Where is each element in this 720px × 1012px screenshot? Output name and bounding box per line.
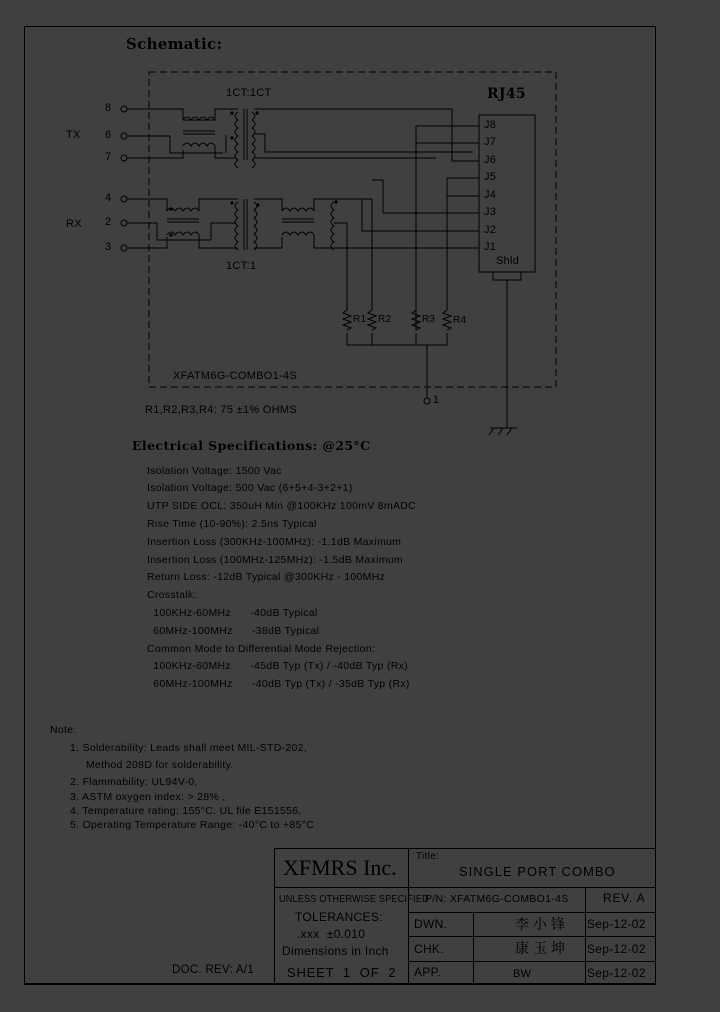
resistor-r3: R3 xyxy=(422,314,436,325)
tx-label: TX xyxy=(66,129,81,141)
spec-line: Isolation Voltage: 1500 Vac xyxy=(147,465,282,477)
role-approved: APP. xyxy=(414,965,441,979)
spec-line: Insertion Loss (300KHz-100MHz): -1.1dB Maximum xyxy=(147,536,402,548)
note-item: 5. Operating Temperature Range: -40°C to +85°C xyxy=(70,819,315,831)
notes-heading: Note: xyxy=(50,724,77,736)
tolerance-value: .xxx ±0.010 xyxy=(297,927,366,941)
resistor-r4: R4 xyxy=(453,315,467,326)
spec-line: Insertion Loss (100MHz-125MHz): -1.5dB Maximum xyxy=(147,554,403,566)
spec-line: 60MHz-100MHz -40dB Typ (Tx) / -35dB Typ (Rx) xyxy=(150,678,410,690)
pin-2: 2 xyxy=(105,216,112,228)
role-checked: CHK. xyxy=(414,942,444,956)
note-item: 3. ASTM oxygen index: > 28% , xyxy=(70,791,226,803)
approved-by-name: BW xyxy=(513,968,532,980)
part-number: P/N: XFATM6G-COMBO1-4S xyxy=(425,893,569,905)
checked-date: Sep-12-02 xyxy=(587,942,646,956)
drawn-date: Sep-12-02 xyxy=(587,917,646,931)
note-item: Method 208D for solderability. xyxy=(73,759,234,771)
node-1-label: 1 xyxy=(433,394,440,406)
rx-label: RX xyxy=(66,218,82,230)
dimensions-unit: Dimensions in Inch xyxy=(282,944,389,958)
pin-8: 8 xyxy=(105,102,112,114)
note-item: 1. Solderability: Leads shall meet MIL-STD-202, xyxy=(70,742,308,754)
role-drawn: DWN. xyxy=(414,917,448,931)
resistor-r2: R2 xyxy=(378,314,392,325)
spec-line: Isolation Voltage: 500 Vac (6+5+4-3+2+1) xyxy=(147,482,353,494)
spec-line: Common Mode to Differential Mode Rejection: xyxy=(147,643,376,655)
note-item: 4. Temperature rating: 155°C. UL file E151556, xyxy=(70,805,302,817)
spec-line: Return Loss: -12dB Typical @300KHz - 100MHz xyxy=(147,571,386,583)
rj45-pin-j5: J5 xyxy=(484,171,497,183)
approved-date: Sep-12-02 xyxy=(587,966,646,980)
doc-revision: DOC. REV: A/1 xyxy=(172,964,255,976)
resistor-note: R1,R2,R3,R4: 75 ±1% OHMS xyxy=(145,404,298,416)
spec-line: Rise Time (10-90%): 2.5ns Typical xyxy=(147,518,317,530)
resistor-r1: R1 xyxy=(353,314,367,325)
pin-4: 4 xyxy=(105,192,112,204)
rj45-title: RJ45 xyxy=(487,86,526,102)
pin-3: 3 xyxy=(105,241,112,253)
drawn-by-name: 李小锋 xyxy=(515,917,569,933)
note-item: 2. Flammability: UL94V-0, xyxy=(70,776,198,788)
spec-line: UTP SIDE OCL: 350uH Min @100KHz 100mV 8mADC xyxy=(147,500,417,512)
rj45-pin-j8: J8 xyxy=(484,119,497,131)
spec-line: 100KHz-60MHz -45dB Typ (Tx) / -40dB Typ (Rx) xyxy=(150,660,408,672)
transformer-ratio-tx: 1CT:1CT xyxy=(226,87,272,99)
company-name: XFMRS Inc. xyxy=(283,855,397,880)
pin-7: 7 xyxy=(105,151,112,163)
revision: REV. A xyxy=(603,891,646,905)
rj45-pin-j4: J4 xyxy=(484,189,497,201)
rj45-pin-j3: J3 xyxy=(484,206,497,218)
title-label: Title: xyxy=(416,851,440,862)
tolerances-label: TOLERANCES: xyxy=(295,910,383,924)
rj45-pin-j2: J2 xyxy=(484,224,497,236)
drawing-title: SINGLE PORT COMBO xyxy=(459,864,616,879)
spec-line: 60MHz-100MHz -38dB Typical xyxy=(150,625,320,637)
spec-line: 100KHz-60MHz -40dB Typical xyxy=(150,607,318,619)
rj45-pin-j6: J6 xyxy=(484,154,497,166)
transformer-ratio-rx: 1CT:1 xyxy=(226,260,257,272)
schematic-heading: Schematic: xyxy=(126,35,223,53)
rj45-pin-j7: J7 xyxy=(484,136,497,148)
pin-6: 6 xyxy=(105,129,112,141)
unless-specified: UNLESS OTHERWISE SPECIFIED xyxy=(279,894,429,905)
specs-heading: Electrical Specifications: @25°C xyxy=(132,438,371,453)
sheet-number: SHEET 1 OF 2 xyxy=(287,965,397,980)
checked-by-name: 康玉坤 xyxy=(515,941,569,957)
part-number-label: XFATM6G-COMBO1-4S xyxy=(173,370,298,382)
shield-label: Shld xyxy=(496,255,520,267)
rj45-pin-j1: J1 xyxy=(484,241,497,253)
spec-line: Crosstalk: xyxy=(147,589,197,601)
